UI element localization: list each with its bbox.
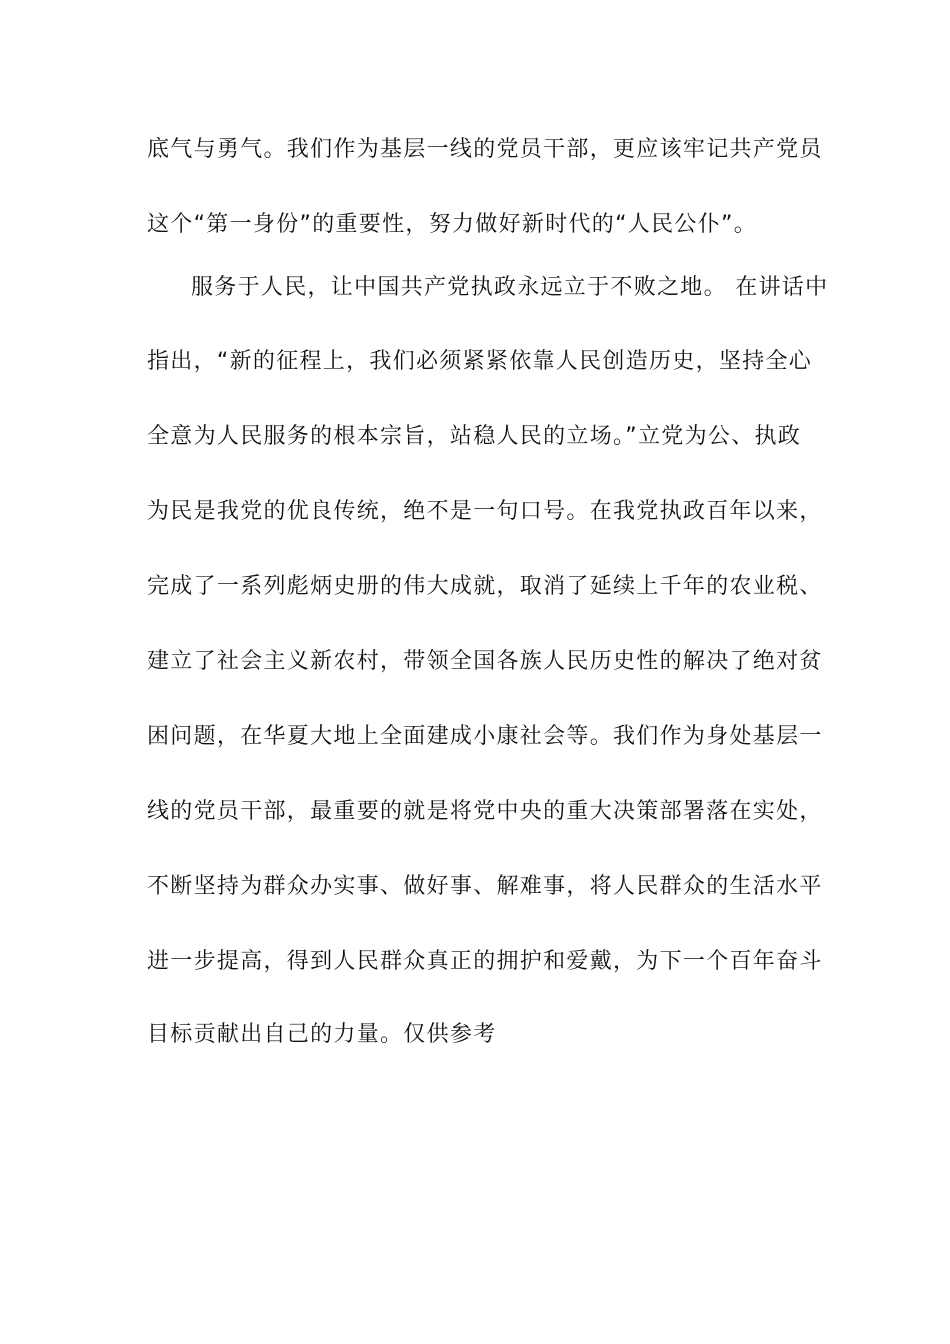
- text-line: 目标贡献出自己的力量。仅供参考: [147, 1022, 497, 1047]
- text-line: 底气与勇气。我们作为基层一线的党员干部，更应该牢记共产党员: [147, 137, 823, 162]
- text-line: 建立了社会主义新农村，带领全国各族人民历史性的解决了绝对贫: [147, 649, 823, 674]
- text-line: 困问题，在华夏大地上全面建成小康社会等。我们作为身处基层一: [147, 724, 823, 749]
- paragraph-first-line: 服务于人民，让中国共产党执政永远立于不败之地。 在讲话中: [191, 275, 829, 300]
- text-line: 完成了一系列彪炳史册的伟大成就，取消了延续上千年的农业税、: [147, 574, 823, 599]
- text-line: 进一步提高，得到人民群众真正的拥护和爱戴，为下一个百年奋斗: [147, 949, 823, 974]
- text-line: 线的党员干部，最重要的就是将党中央的重大决策部署落在实处，: [147, 799, 823, 824]
- text-line: 全意为人民服务的根本宗旨，站稳人民的立场。”立党为公、执政: [147, 424, 802, 449]
- text-line: 指出，“新的征程上，我们必须紧紧依靠人民创造历史，坚持全心: [147, 349, 813, 374]
- text-line: 不断坚持为群众办实事、做好事、解难事，将人民群众的生活水平: [147, 874, 823, 899]
- text-line: 为民是我党的优良传统，绝不是一句口号。在我党执政百年以来，: [147, 499, 823, 524]
- text-line: 这个“第一身份”的重要性，努力做好新时代的“人民公仆”。: [147, 212, 757, 237]
